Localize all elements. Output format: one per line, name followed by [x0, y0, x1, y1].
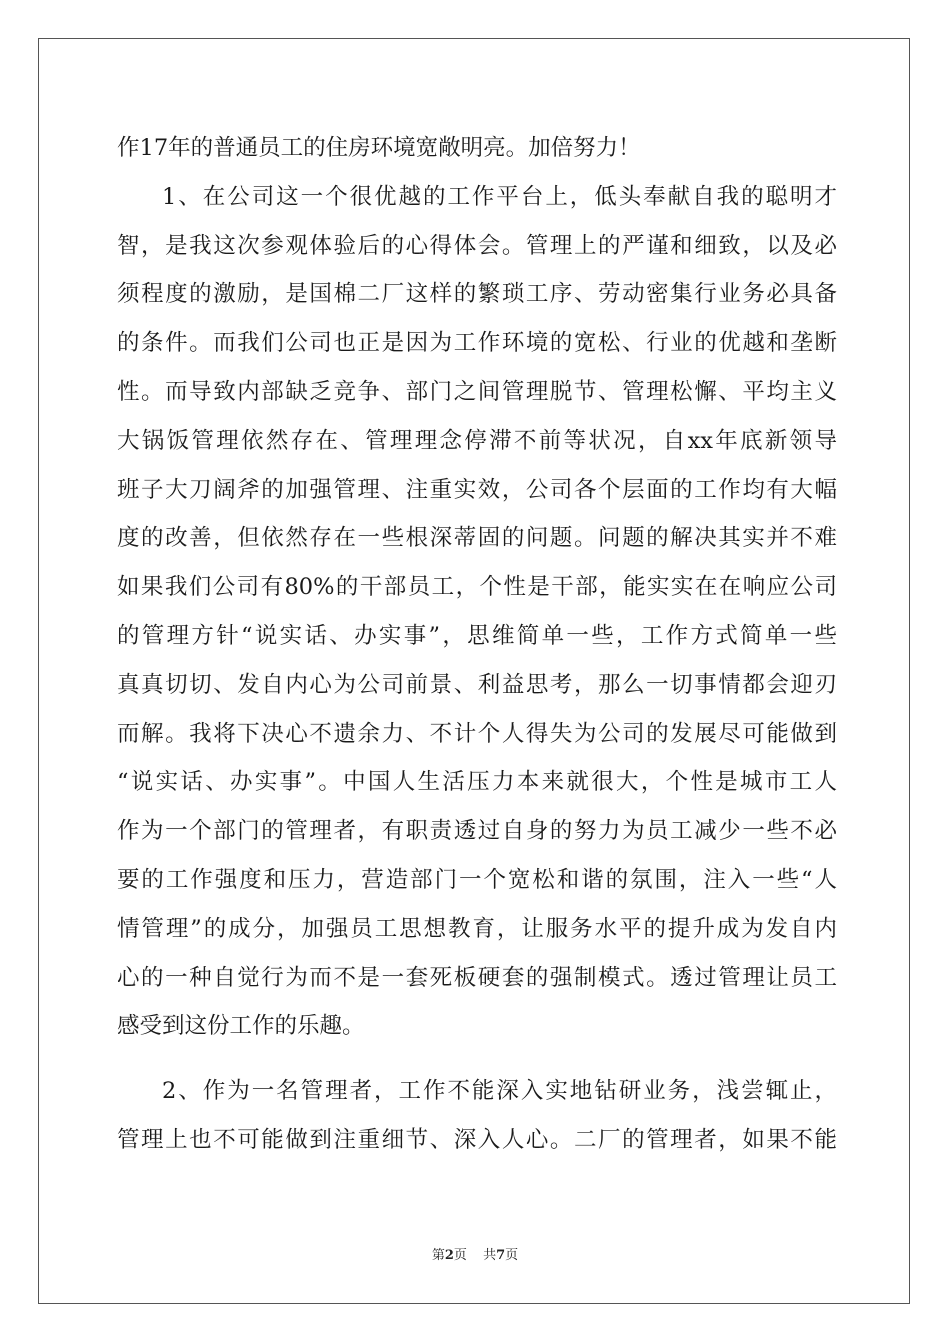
page-number: 第2页: [431, 1248, 467, 1263]
current-page: 2: [444, 1248, 454, 1263]
page-footer: [0, 1244, 950, 1263]
page-total: 共7页: [483, 1248, 519, 1263]
text-line: 的条件。而我们公司也正是因为工作环境的宽松、行业的优越和垄断: [117, 330, 837, 357]
text-line: 感受到这份工作的乐趣。: [117, 1013, 365, 1040]
text-line: 2、作为一名管理者，工作不能深入实地钻研业务，浅尝辄止，: [162, 1078, 837, 1105]
text-line: 如果我们公司有80%的干部员工，个性是干部，能实实在在响应公司: [117, 574, 837, 601]
text-line: 班子大刀阔斧的加强管理、注重实效，公司各个层面的工作均有大幅: [117, 476, 837, 503]
text-line: 而解。我将下决心不遗余力、不计个人得失为公司的发展尽可能做到: [117, 720, 837, 747]
total-pages: 7: [496, 1248, 506, 1263]
text-line: 情管理”的成分，加强员工思想教育，让服务水平的提升成为发自内: [117, 915, 837, 942]
text-line: 大锅饭管理依然存在、管理理念停滞不前等状况，自xx年底新领导: [117, 427, 837, 454]
text-line: 心的一种自觉行为而不是一套死板硬套的强制模式。透过管理让员工: [117, 964, 837, 991]
text-line: “说实话、办实事”。中国人生活压力本来就很大，个性是城市工人: [117, 769, 837, 796]
text-line: 管理上也不可能做到注重细节、深入人心。二厂的管理者，如果不能: [117, 1126, 837, 1153]
text-line: 作17年的普通员工的住房环境宽敞明亮。加倍努力！: [117, 135, 641, 161]
text-line: 须程度的激励，是国棉二厂这样的繁琐工序、劳动密集行业务必具备: [117, 281, 837, 308]
text-line: 智，是我这次参观体验后的心得体会。管理上的严谨和细致，以及必: [117, 232, 837, 259]
text-line: 作为一个部门的管理者，有职责透过自身的努力为员工减少一些不必: [117, 818, 837, 845]
text-line: 度的改善，但依然存在一些根深蒂固的问题。问题的解决其实并不难: [117, 525, 837, 552]
text-line: 性。而导致内部缺乏竞争、部门之间管理脱节、管理松懈、平均主义: [117, 378, 837, 405]
text-line: 的管理方针“说实话、办实事”，思维简单一些，工作方式简单一些: [117, 622, 837, 649]
text-line: 1、在公司这一个很优越的工作平台上，低头奉献自我的聪明才: [162, 183, 837, 210]
text-line: 真真切切、发自内心为公司前景、利益思考，那么一切事情都会迎刃: [117, 671, 837, 698]
document-body: [117, 124, 837, 1165]
text-line: 要的工作强度和压力，营造部门一个宽松和谐的氛围，注入一些“人: [117, 866, 837, 893]
